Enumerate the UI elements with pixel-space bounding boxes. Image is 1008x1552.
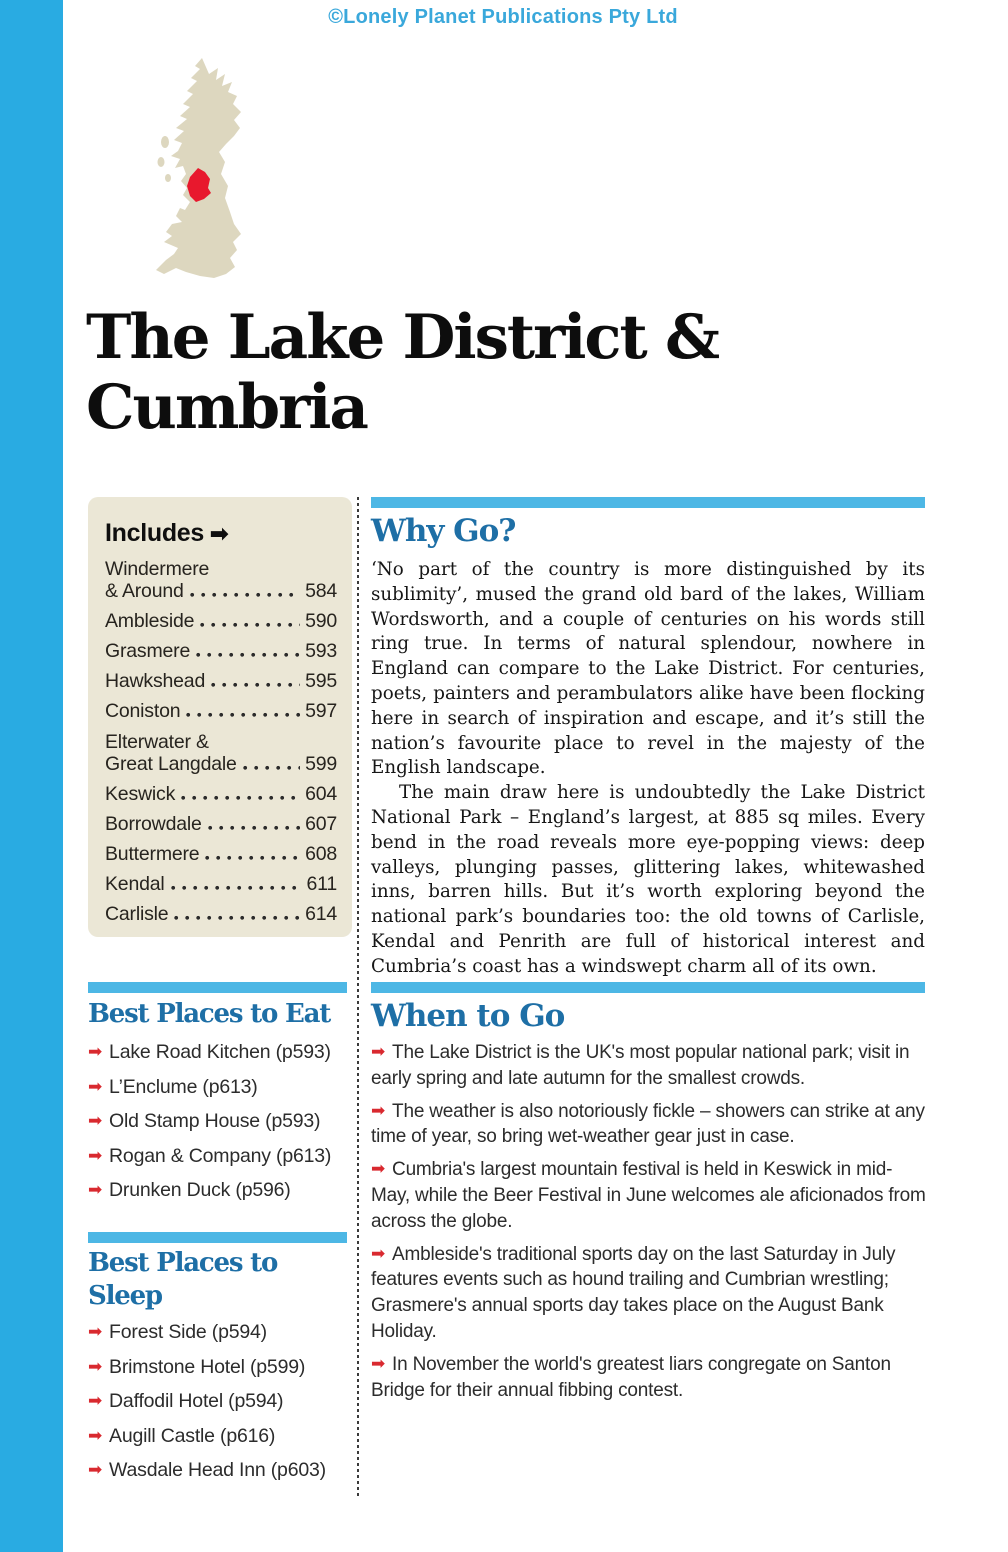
dot-leader — [211, 682, 300, 688]
best-places-to-eat-heading: Best Places to Eat — [88, 999, 331, 1029]
when-to-go-bullet: ➡ Cumbria's largest mountain festival is held in Keswick in mid-May, while the Beer Festival in June welcomes ale aficionados from across the globe. — [371, 1159, 926, 1232]
page-title-line1: The Lake District & — [86, 302, 719, 373]
toc-entry-page: 584 — [305, 580, 337, 602]
section-bar — [371, 497, 925, 508]
when-to-go-bullet: ➡ The weather is also notoriously fickle – showers can strike at any time of year, so bring wet-weather gear just in case. — [371, 1100, 925, 1148]
dot-leader — [181, 795, 300, 801]
toc-entry-prefix: Elterwater & — [105, 731, 209, 753]
red-arrow-icon: ➡ — [371, 1243, 386, 1263]
when-to-go-bullet: ➡ Ambleside's traditional sports day on the last Saturday in July features events such as hound trailing and Cumbrian wrestling; Grasmere's annual sports day takes place on the August Bank Holiday. — [371, 1243, 896, 1342]
dot-leader — [186, 712, 300, 718]
toc-entry — [105, 581, 337, 601]
copyright-notice: ©Lonely Planet Publications Pty Ltd — [328, 6, 678, 28]
list-item: ➡ Daffodil Hotel (p594) — [88, 1390, 284, 1412]
toc-entry-page: 593 — [305, 640, 337, 662]
heading-line1: Best Places to — [88, 1248, 278, 1278]
best-places-to-sleep-list — [88, 1322, 358, 1495]
when-to-go-bullet: ➡ The Lake District is the UK's most popular national park; visit in early spring and late autumn for the smallest crowds. — [371, 1042, 910, 1089]
heading-line2: Sleep — [88, 1281, 162, 1311]
dot-leader — [196, 652, 300, 658]
list-item: ➡ Old Stamp House (p593) — [88, 1110, 321, 1132]
red-arrow-icon: ➡ — [371, 1353, 386, 1373]
toc-entry — [105, 754, 337, 774]
red-arrow-icon: ➡ — [88, 1145, 103, 1165]
page-title-line2: Cumbria — [86, 372, 367, 443]
dot-leader — [200, 622, 300, 628]
toc-entry-name: Grasmere — [105, 640, 191, 662]
dot-leader — [205, 855, 300, 861]
toc-entry — [105, 814, 337, 834]
section-bar — [88, 1232, 347, 1243]
red-arrow-icon: ➡ — [88, 1180, 103, 1199]
list-item: ➡ Augill Castle (p616) — [88, 1424, 276, 1447]
toc-entry-name: Keswick — [105, 783, 176, 805]
red-arrow-icon: ➡ — [88, 1322, 103, 1341]
toc-entry — [105, 874, 337, 894]
toc-entry-name: Carlisle — [105, 903, 169, 925]
toc-entry-page: 595 — [305, 670, 337, 692]
toc-entry-name: Hawkshead — [105, 670, 206, 692]
toc-entry — [105, 904, 337, 924]
dot-leader — [174, 915, 300, 921]
best-places-to-sleep-heading — [88, 1247, 358, 1313]
page-title — [86, 303, 866, 443]
list-item: ➡ Rogan & Company (p613) — [88, 1144, 332, 1167]
toc-entry — [105, 701, 337, 721]
toc-entry-page: 607 — [305, 813, 337, 835]
toc-entry-page: 590 — [305, 610, 337, 632]
best-places-to-eat-list — [88, 1042, 358, 1215]
page-edge-bar — [0, 0, 63, 1552]
list-item: ➡ Wasdale Head Inn (p603) — [88, 1459, 326, 1481]
dot-leader — [171, 885, 302, 891]
dot-leader — [243, 765, 300, 771]
red-arrow-icon: ➡ — [88, 1356, 103, 1376]
toc-entry-prefix: Windermere — [105, 558, 210, 580]
when-to-go-heading: When to Go — [371, 998, 565, 1034]
toc-entry — [105, 844, 337, 864]
map-island — [165, 174, 171, 182]
when-to-go-list — [371, 1040, 931, 1410]
why-go-paragraph: ‘No part of the country is more distinguished by its sublimity’, mused the grand old bard of the lakes, William Wordsworth, and a couple of centuries on his words still ring true. In terms of natural splendour, nowhere in England can compare to the Lake District. For centuries, poets, painters and perambulators alike have been flocking here in search of inspiration and escape, and it’s still the nation’s favourite place to revel in the majesty of the English landscape. — [371, 559, 925, 779]
toc-entry-page: 599 — [305, 753, 337, 775]
right-arrow-icon: ➡ — [210, 521, 229, 546]
why-go-body — [371, 558, 925, 980]
list-item: ➡ Brimstone Hotel (p599) — [88, 1355, 306, 1378]
list-item: ➡ Forest Side (p594) — [88, 1321, 267, 1343]
toc-entry — [105, 611, 337, 631]
map-svg — [138, 52, 278, 292]
section-bar — [88, 982, 347, 993]
red-arrow-icon: ➡ — [88, 1460, 103, 1479]
red-arrow-icon: ➡ — [88, 1111, 103, 1130]
why-go-paragraph: The main draw here is undoubtedly the Lake District National Park – England’s largest, at 885 sq miles. Every bend in the road reveals more eye-popping views: deep valleys, plunging passes, glittering lakes, whitewashed inns, barren hills. But it’s worth exploring beyond the national park’s boundaries too: the old towns of Carlisle, Kendal and Penrith are full of historical interest and Cumbria’s coast has a windswept charm all of its own. — [371, 782, 925, 977]
toc-entry-name: Borrowdale — [105, 813, 202, 835]
list-item: ➡ Lake Road Kitchen (p593) — [88, 1041, 331, 1063]
toc-entry-name: Buttermere — [105, 843, 200, 865]
when-to-go-bullet: ➡ In November the world's greatest liars congregate on Santon Bridge for their annual fibbing contest. — [371, 1353, 891, 1401]
toc-entry — [105, 784, 337, 804]
dot-leader — [208, 825, 300, 831]
toc-entry-name: Kendal — [105, 873, 165, 895]
toc-entry-name: & Around — [105, 580, 184, 602]
red-arrow-icon: ➡ — [88, 1042, 103, 1061]
list-item: ➡ L’Enclume (p613) — [88, 1075, 258, 1098]
map-island — [161, 136, 169, 148]
red-arrow-icon: ➡ — [88, 1425, 103, 1445]
dot-leader — [190, 592, 300, 598]
map-landmass — [156, 58, 241, 278]
red-arrow-icon: ➡ — [371, 1042, 386, 1061]
red-arrow-icon: ➡ — [88, 1391, 103, 1410]
toc-entry-name: Great Langdale — [105, 753, 237, 775]
section-bar — [371, 982, 925, 993]
toc-entry-name: Coniston — [105, 700, 181, 722]
toc-entry-page: 611 — [306, 873, 337, 895]
red-arrow-icon: ➡ — [371, 1100, 386, 1120]
toc-entry-page: 614 — [305, 903, 337, 925]
toc-entry-page: 604 — [305, 783, 337, 805]
includes-box — [88, 497, 352, 937]
includes-heading: Includes ➡ — [105, 519, 229, 547]
toc-entry-page: 597 — [305, 700, 337, 722]
why-go-heading: Why Go? — [371, 513, 516, 549]
great-britain-locator-map — [138, 52, 278, 292]
red-arrow-icon: ➡ — [88, 1076, 103, 1096]
toc-entry — [105, 671, 337, 691]
red-arrow-icon: ➡ — [371, 1159, 386, 1179]
list-item: ➡ Drunken Duck (p596) — [88, 1179, 291, 1201]
toc-entry-name: Ambleside — [105, 610, 195, 632]
toc-entry — [105, 641, 337, 661]
map-island — [158, 157, 165, 167]
toc-entry-page: 608 — [305, 843, 337, 865]
